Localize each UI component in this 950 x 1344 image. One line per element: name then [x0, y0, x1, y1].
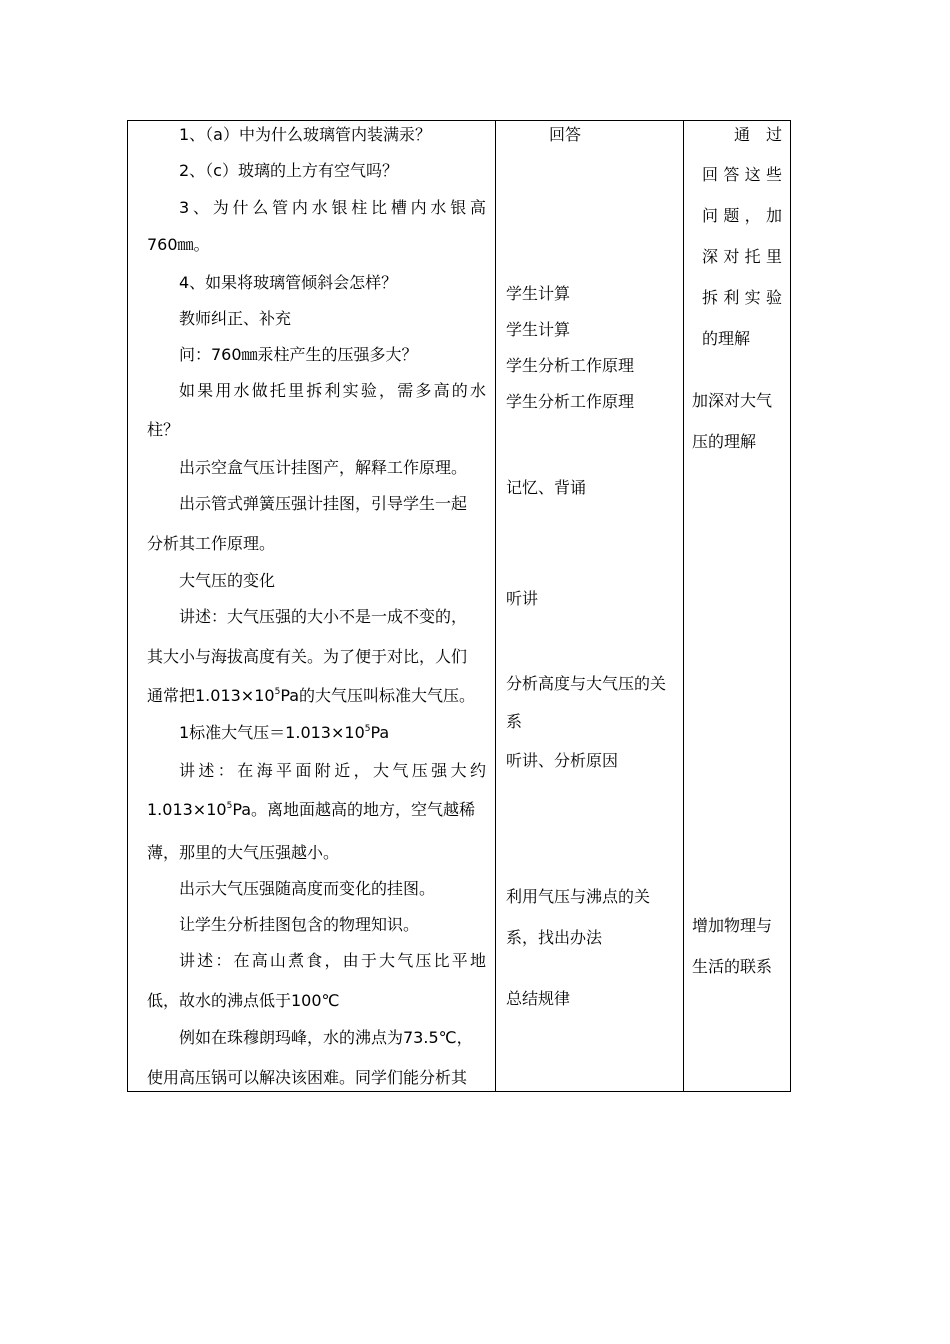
- standard-pressure: [147, 685, 475, 707]
- purpose-deepen: 加深对大气: [692, 391, 773, 410]
- student-boiling-cont: 系，找出办法: [506, 928, 603, 947]
- column-divider: [683, 121, 684, 1091]
- sea-level-value: 1.013×10: [147, 800, 227, 819]
- lecture-1: 讲述：大气压强的大小不是一成不变的，: [179, 607, 468, 626]
- purpose-deepen-cont: 压的理解: [692, 432, 757, 451]
- student-relation-cont: 系: [506, 712, 523, 731]
- question-3-cont: 760㎜。: [147, 235, 210, 254]
- student-answer: 回答: [549, 125, 582, 144]
- equation-unit: Pa: [370, 723, 390, 742]
- lecture-3-cont: 低，故水的沸点低于100℃: [147, 991, 340, 1010]
- student-principle-2: 学生分析工作原理: [506, 392, 635, 411]
- aneroid-barometer: 出示空盒气压计挂图产，解释工作原理。: [179, 458, 468, 477]
- purpose-life: 增加物理与: [692, 916, 773, 935]
- purpose-line-4: 深对托里: [702, 247, 782, 266]
- question-2: 2、（c）玻璃的上方有空气吗？: [179, 161, 398, 180]
- water-experiment: 如果用水做托里拆利实验，需多高的水: [179, 381, 486, 400]
- exponent: 5: [226, 801, 233, 811]
- student-memorize: 记忆、背诵: [506, 478, 587, 497]
- student-relation: 分析高度与大气压的关: [506, 674, 667, 693]
- student-calc-1: 学生计算: [506, 284, 571, 303]
- purpose-life-cont: 生活的联系: [692, 957, 773, 976]
- student-principle-1: 学生分析工作原理: [506, 356, 635, 375]
- standard-pressure-unit: Pa的大气压叫标准大气压。: [280, 686, 476, 705]
- student-boiling: 利用气压与沸点的关: [506, 887, 651, 906]
- purpose-line-6: 的理解: [702, 329, 751, 348]
- everest-example: 例如在珠穆朗玛峰，水的沸点为73.5℃，: [179, 1028, 473, 1047]
- lecture-1-cont: 其大小与海拔高度有关。为了便于对比，人们: [147, 647, 468, 666]
- question-1: 1、（a）中为什么玻璃管内装满汞？: [179, 125, 431, 144]
- sea-level-text: Pa。离地面越高的地方，空气越稀: [232, 800, 476, 819]
- ask-pressure: 问：760㎜汞柱产生的压强多大？: [179, 345, 418, 364]
- standard-pressure-value: 通常把1.013×10: [147, 686, 275, 705]
- student-listen: 听讲: [506, 589, 539, 608]
- lecture-2-end: 薄，那里的大气压强越小。: [147, 843, 340, 862]
- purpose-line-5: 拆利实验: [702, 288, 782, 307]
- purpose-line-3: 问题，加: [702, 206, 782, 225]
- lecture-3: 讲述：在高山煮食，由于大气压比平地: [179, 951, 486, 970]
- purpose-line-1: 通 过: [734, 125, 783, 144]
- teacher-correct: 教师纠正、补充: [179, 309, 292, 328]
- sea-level-pressure: [147, 799, 475, 821]
- question-4: 4、如果将玻璃管倾斜会怎样？: [179, 273, 398, 292]
- pressure-cooker: 使用高压锅可以解决该困难。同学们能分析其: [147, 1068, 468, 1087]
- column-divider: [495, 121, 496, 1091]
- standard-pressure-equation: [179, 722, 389, 744]
- student-calc-2: 学生计算: [506, 320, 571, 339]
- purpose-line-2: 回答这些: [702, 165, 782, 184]
- section-heading: 大气压的变化: [179, 571, 276, 590]
- question-3: 3、为什么管内水银柱比槽内水银高: [179, 198, 486, 217]
- lesson-table: [127, 120, 791, 1092]
- student-summary: 总结规律: [506, 989, 571, 1008]
- water-experiment-cont: 柱？: [147, 420, 180, 439]
- tube-gauge-cont: 分析其工作原理。: [147, 534, 276, 553]
- altitude-chart: 出示大气压强随高度而变化的挂图。: [179, 879, 436, 898]
- analyze-chart: 让学生分析挂图包含的物理知识。: [179, 915, 420, 934]
- equation-value: 1标准大气压＝1.013×10: [179, 723, 365, 742]
- exponent: 5: [364, 724, 371, 734]
- student-listen-reason: 听讲、分析原因: [506, 751, 619, 770]
- lecture-2: 讲述：在海平面附近，大气压强大约: [179, 761, 486, 780]
- tube-gauge: 出示管式弹簧压强计挂图，引导学生一起: [179, 494, 468, 513]
- exponent: 5: [274, 687, 281, 697]
